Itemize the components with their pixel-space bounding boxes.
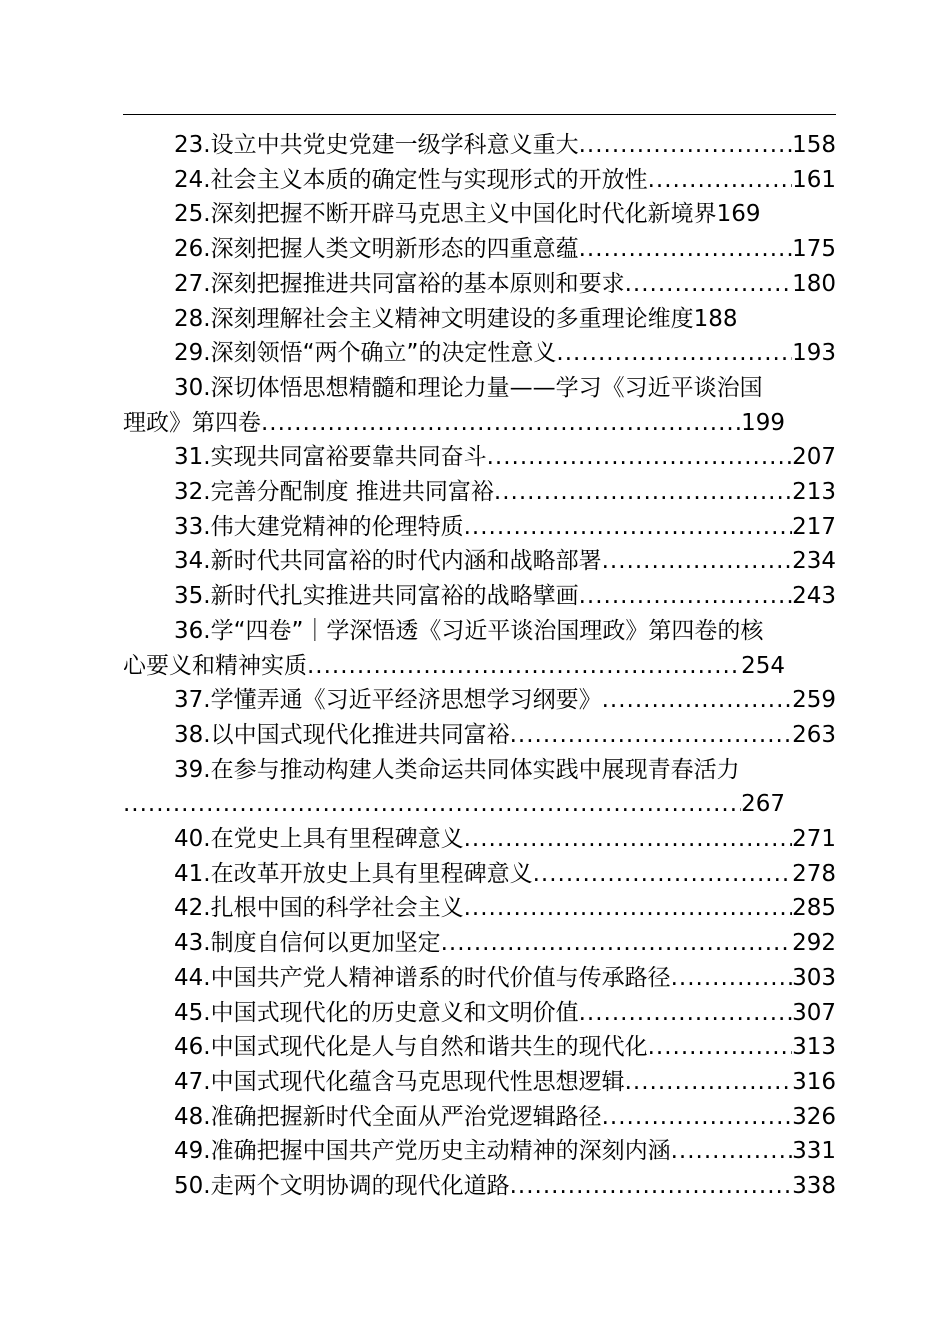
dot-leader: [487, 440, 793, 475]
header-rule: [123, 114, 836, 115]
toc-entry-title: 49.准确把握中国共产党历史主动精神的深刻内涵: [174, 1138, 671, 1165]
dot-leader: [579, 996, 793, 1031]
toc-entry-title: 36.学“四卷”｜学深悟透《习近平谈治国理政》第四卷的核: [174, 617, 764, 644]
toc-entry[interactable]: [123, 371, 836, 440]
toc-entry-title-continued: 心要义和精神实质: [123, 652, 307, 679]
toc-entry-title: 31.实现共同富裕要靠共同奋斗: [174, 444, 487, 471]
toc-entry[interactable]: [123, 718, 836, 753]
toc-entry-title: 43.制度自信何以更加坚定: [174, 930, 441, 957]
toc-entry[interactable]: [123, 232, 836, 267]
dot-leader: [307, 649, 741, 684]
toc-entry[interactable]: [123, 1169, 836, 1204]
toc-entry[interactable]: [123, 961, 836, 996]
toc-entry[interactable]: [123, 440, 836, 475]
dot-leader: [494, 475, 792, 510]
dot-leader: [602, 544, 793, 579]
toc-entry-title-continued: 理政》第四卷: [123, 409, 261, 436]
toc-entry[interactable]: [123, 302, 836, 337]
toc-entry-title: 40.在党史上具有里程碑意义: [174, 826, 464, 853]
toc-entry[interactable]: [123, 197, 836, 232]
toc-entry-page: 316: [792, 1068, 836, 1095]
dot-leader: [648, 163, 793, 198]
toc-entry-page: 169: [716, 201, 761, 228]
toc-entry[interactable]: [123, 1100, 836, 1135]
toc-entry-page: 278: [792, 860, 836, 887]
dot-leader: [671, 961, 793, 996]
toc-entry-page: 180: [792, 270, 836, 297]
toc-entry[interactable]: [123, 753, 836, 822]
toc-entry-page: 213: [792, 479, 836, 506]
toc-entry-page: 254: [741, 652, 785, 679]
toc-entry-page: 234: [792, 548, 836, 575]
dot-leader: [625, 267, 793, 302]
dot-leader: [671, 1134, 793, 1169]
toc-entry-page: 313: [792, 1034, 836, 1061]
toc-entry-title: 50.走两个文明协调的现代化道路: [174, 1173, 510, 1200]
toc-entry-page: 338: [792, 1173, 836, 1200]
dot-leader: [579, 579, 793, 614]
toc-entry[interactable]: [123, 926, 836, 961]
toc-entry-title: 48.准确把握新时代全面从严治党逻辑路径: [174, 1103, 602, 1130]
dot-leader: [464, 510, 793, 545]
dot-leader: [648, 1030, 793, 1065]
toc-entry[interactable]: [123, 544, 836, 579]
toc-entry-title: 26.深刻把握人类文明新形态的四重意蕴: [174, 236, 579, 263]
toc-entry-title: 33.伟大建党精神的伦理特质: [174, 513, 464, 540]
toc-entry-title: 34.新时代共同富裕的时代内涵和战略部署: [174, 548, 602, 575]
toc-entry[interactable]: [123, 614, 836, 683]
toc-entry-title: 47.中国式现代化蕴含马克思现代性思想逻辑: [174, 1068, 625, 1095]
toc-entry[interactable]: [123, 510, 836, 545]
toc-entry[interactable]: [123, 579, 836, 614]
toc-entry-title: 28.深刻理解社会主义精神文明建设的多重理论维度: [174, 305, 694, 332]
dot-leader: [464, 822, 793, 857]
toc-entry[interactable]: [123, 163, 836, 198]
dot-leader: [123, 787, 741, 822]
toc-entry-title: 45.中国式现代化的历史意义和文明价值: [174, 999, 579, 1026]
dot-leader: [579, 232, 793, 267]
toc-entry-title: 46.中国式现代化是人与自然和谐共生的现代化: [174, 1034, 648, 1061]
toc-entry-title: 30.深切体悟思想精髓和理论力量——学习《习近平谈治国: [174, 374, 763, 401]
toc-entry-page: 199: [741, 409, 785, 436]
toc-entry-page: 158: [792, 132, 836, 158]
toc-entry-page: 292: [792, 930, 836, 957]
toc-entry-title: 38.以中国式现代化推进共同富裕: [174, 721, 510, 748]
toc-entry[interactable]: [123, 857, 836, 892]
dot-leader: [510, 718, 793, 753]
toc-entry-title: 23.设立中共党史党建一级学科意义重大: [174, 132, 579, 158]
toc-entry-title: 42.扎根中国的科学社会主义: [174, 895, 464, 922]
toc-entry-page: 175: [792, 236, 836, 263]
toc-entry-page: 331: [792, 1138, 836, 1165]
toc-entry-page: 217: [792, 513, 836, 540]
toc-entry-title: 27.深刻把握推进共同富裕的基本原则和要求: [174, 270, 625, 297]
toc-entry-page: 243: [792, 583, 836, 610]
toc-entry[interactable]: [123, 996, 836, 1031]
dot-leader: [602, 1100, 793, 1135]
toc-entry-title: 32.完善分配制度 推进共同富裕: [174, 479, 494, 506]
dot-leader: [464, 891, 793, 926]
table-of-contents: [123, 128, 836, 1204]
toc-entry-page: 161: [792, 166, 836, 193]
toc-entry-page: 285: [792, 895, 836, 922]
toc-entry-page: 259: [792, 687, 836, 714]
dot-leader: [556, 336, 792, 371]
toc-entry[interactable]: [123, 128, 836, 163]
toc-entry-page: 326: [792, 1103, 836, 1130]
toc-entry[interactable]: [123, 267, 836, 302]
dot-leader: [579, 128, 793, 163]
toc-entry-title: 35.新时代扎实推进共同富裕的战略擘画: [174, 583, 579, 610]
toc-entry-title: 44.中国共产党人精神谱系的时代价值与传承路径: [174, 964, 671, 991]
toc-entry-title: 37.学懂弄通《习近平经济思想学习纲要》: [174, 687, 602, 714]
dot-leader: [261, 406, 741, 441]
toc-entry-title: 25.深刻把握不断开辟马克思主义中国化时代化新境界: [174, 201, 717, 228]
toc-entry-page: 193: [792, 340, 836, 367]
toc-entry[interactable]: [123, 1134, 836, 1169]
dot-leader: [510, 1169, 793, 1204]
toc-entry-title: 39.在参与推动构建人类命运共同体实践中展现青春活力: [174, 756, 740, 783]
toc-entry-page: 271: [792, 826, 836, 853]
toc-entry[interactable]: [123, 683, 836, 718]
toc-entry[interactable]: [123, 475, 836, 510]
toc-entry-page: 263: [792, 721, 836, 748]
toc-entry-page: 307: [792, 999, 836, 1026]
toc-entry-page: 188: [693, 305, 738, 332]
toc-entry[interactable]: [123, 1065, 836, 1100]
dot-leader: [533, 857, 793, 892]
toc-entry[interactable]: [123, 336, 836, 371]
toc-entry[interactable]: [123, 891, 836, 926]
toc-entry-title: 29.深刻领悟“两个确立”的决定性意义: [174, 340, 557, 367]
toc-entry[interactable]: [123, 1030, 836, 1065]
dot-leader: [602, 683, 793, 718]
toc-entry[interactable]: [123, 822, 836, 857]
dot-leader: [625, 1065, 793, 1100]
toc-entry-page: 267: [741, 791, 785, 818]
toc-entry-page: 303: [792, 964, 836, 991]
toc-entry-title: 41.在改革开放史上具有里程碑意义: [174, 860, 533, 887]
dot-leader: [441, 926, 793, 961]
toc-entry-page: 207: [792, 444, 836, 471]
toc-entry-title: 24.社会主义本质的确定性与实现形式的开放性: [174, 166, 648, 193]
